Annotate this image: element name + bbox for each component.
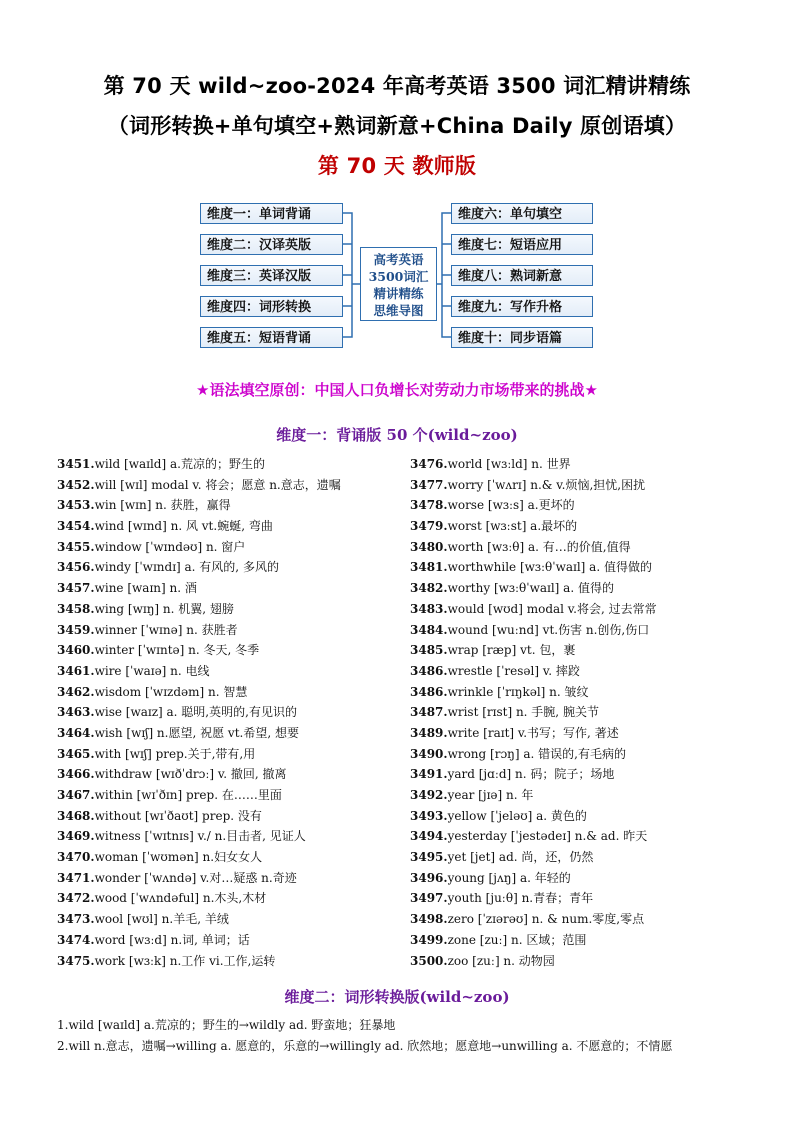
vocab-entry-text: window [ˈwɪndəʊ] n. 窗户 <box>94 539 246 554</box>
vocab-entry-number: 3460. <box>57 643 95 658</box>
vocab-entry-number: 3496. <box>410 870 448 885</box>
vocab-entry-number: 3462. <box>57 684 95 699</box>
vocab-entry <box>410 930 750 951</box>
vocab-entry <box>57 557 397 578</box>
vocab-entry-number: 3500. <box>410 953 448 968</box>
vocab-entry <box>410 826 750 847</box>
vocab-entry-text: worry [ˈwʌrɪ] n.& v.烦恼,担忧,困扰 <box>447 477 646 492</box>
mindmap-node-dim9: 维度九：写作升格 <box>451 296 593 317</box>
vocab-entry-number: 3470. <box>57 850 95 865</box>
vocab-entry-text: wrist [rɪst] n. 手腕, 腕关节 <box>447 705 599 720</box>
vocab-entry-text: wise [waɪz] a. 聪明,英明的,有见识的 <box>94 705 297 720</box>
vocab-entry-number: 3492. <box>410 788 448 802</box>
vocab-entry-text: wrap [ræp] vt. 包，裹 <box>447 643 576 658</box>
vocab-entry <box>410 909 750 930</box>
vocab-entry <box>57 930 397 951</box>
vocab-entry <box>410 557 750 578</box>
vocab-entry-text: write [raɪt] v.书写；写作, 著述 <box>447 725 619 740</box>
vocab-entry-number: 3465. <box>57 746 95 761</box>
vocab-entry <box>410 516 750 537</box>
vocab-entry <box>57 888 397 909</box>
vocab-entry <box>57 951 397 972</box>
word-list-right <box>410 454 750 971</box>
vocab-entry-text: wrinkle [ˈrɪŋkəl] n. 皱纹 <box>447 684 589 699</box>
vocab-entry <box>410 744 750 765</box>
vocab-entry <box>410 620 750 641</box>
vocab-entry <box>410 888 750 909</box>
mindmap-node-dim10: 维度十：同步语篇 <box>451 327 593 348</box>
vocab-entry-number: 3499. <box>410 932 448 947</box>
vocab-entry-number: 3455. <box>57 539 95 554</box>
vocab-entry <box>57 537 397 558</box>
vocab-entry <box>410 702 750 723</box>
vocab-entry-text: worthwhile [wɜːθˈwaɪl] a. 值得做的 <box>447 560 652 575</box>
vocab-entry-number: 3480. <box>410 539 448 554</box>
vocab-entry-number: 3459. <box>57 622 95 637</box>
vocab-entry-number: 3464. <box>57 725 95 740</box>
vocab-entry-number: 3487. <box>410 705 448 720</box>
vocab-entry <box>57 454 397 475</box>
vocab-entry-number: 3491. <box>410 767 448 782</box>
vocab-entry <box>410 785 750 806</box>
vocab-entry <box>410 537 750 558</box>
vocab-entry-text: witness [ˈwɪtnɪs] v./ n.目击者, 见证人 <box>94 829 306 844</box>
vocab-entry-number: 3494. <box>410 829 448 844</box>
vocab-entry <box>410 454 750 475</box>
vocab-entry <box>57 475 397 496</box>
vocab-entry-text: wind [wɪnd] n. 风 vt.蜿蜒, 弯曲 <box>94 519 273 534</box>
vocab-entry-number: 3452. <box>57 477 95 492</box>
vocab-entry <box>410 951 750 972</box>
vocab-entry-number: 3468. <box>57 808 95 823</box>
vocab-entry-text: zero [ˈzɪərəʊ] n. & num.零度,零点 <box>447 912 645 927</box>
vocab-entry-text: with [wɪʃ] prep.关于,带有,用 <box>94 746 256 761</box>
mindmap-node-dim7: 维度七：短语应用 <box>451 234 593 255</box>
vocab-entry-text: wood [ˈwʌndəful] n.木头,木材 <box>94 891 267 906</box>
vocab-entry-text: zoo [zuː] n. 动物园 <box>447 953 555 968</box>
teacher-edition-title: 第 70 天 教师版 <box>317 154 477 178</box>
vocab-entry-number: 3469. <box>57 829 95 844</box>
mindmap-node-dim5: 维度五：短语背诵 <box>200 327 343 348</box>
vocab-entry-text: wish [wɪʃ] n.愿望, 祝愿 vt.希望, 想要 <box>94 725 299 740</box>
mindmap-center-node <box>360 247 437 321</box>
mindmap-node-dim8: 维度八：熟词新意 <box>451 265 593 286</box>
vocab-entry-number: 3486. <box>410 684 448 699</box>
vocab-entry <box>410 764 750 785</box>
word-list-left <box>57 454 397 971</box>
vocab-entry-text: world [wɜːld] n. 世界 <box>447 457 571 471</box>
vocab-entry-text: would [wʊd] modal v.将会, 过去常常 <box>447 601 657 616</box>
vocab-entry-number: 3467. <box>57 788 95 802</box>
vocab-entry <box>57 764 397 785</box>
vocab-entry-text: year [jɪə] n. 年 <box>447 788 534 802</box>
vocab-entry <box>410 640 750 661</box>
vocab-entry-number: 3474. <box>57 932 95 947</box>
vocab-entry <box>410 868 750 889</box>
vocab-entry-text: without [wɪˈðaʊt] prep. 没有 <box>94 808 262 823</box>
vocab-entry-number: 3481. <box>410 560 448 575</box>
vocab-entry-number: 3477. <box>410 477 448 492</box>
vocab-entry-number: 3483. <box>410 601 448 616</box>
vocab-entry-text: wool [wʊl] n.羊毛, 羊绒 <box>94 912 229 927</box>
vocab-entry <box>57 661 397 682</box>
mindmap-node-dim2: 维度二：汉译英版 <box>200 234 343 255</box>
vocab-entry <box>57 868 397 889</box>
vocab-entry <box>57 826 397 847</box>
vocab-entry <box>410 806 750 827</box>
grammar-fill-banner: ★语法填空原创：中国人口负增长对劳动力市场带来的挑战★ <box>196 381 598 399</box>
vocab-entry-text: worth [wɜːθ] a. 有…的价值,值得 <box>447 539 631 554</box>
vocab-entry-number: 3482. <box>410 581 448 596</box>
section1-heading: 维度一：背诵版 50 个(wild~zoo) <box>276 426 518 444</box>
vocab-entry <box>57 640 397 661</box>
mindmap-node-dim6: 维度六：单句填空 <box>451 203 593 224</box>
vocab-entry <box>57 806 397 827</box>
vocab-entry-number: 3497. <box>410 891 448 906</box>
vocab-entry-number: 3451. <box>57 457 95 471</box>
vocab-entry-text: wisdom [ˈwɪzdəm] n. 智慧 <box>94 684 248 699</box>
vocab-entry-number: 3489. <box>410 725 448 740</box>
vocab-entry-text: wing [wɪŋ] n. 机翼, 翅膀 <box>94 601 234 616</box>
vocab-entry-text: winner [ˈwɪnə] n. 获胜者 <box>94 622 238 637</box>
vocab-entry-number: 3476. <box>410 457 448 471</box>
vocab-entry-number: 3453. <box>57 498 95 513</box>
vocab-entry-text: winter [ˈwɪntə] n. 冬天, 冬季 <box>94 643 260 658</box>
vocab-entry-number: 3471. <box>57 870 95 885</box>
vocab-entry-text: wrestle [ˈresəl] v. 摔跤 <box>447 663 580 678</box>
vocab-entry <box>57 516 397 537</box>
vocab-entry-number: 3478. <box>410 498 448 513</box>
mindmap-node-dim3: 维度三：英译汉版 <box>200 265 343 286</box>
vocab-entry-text: yard [jɑːd] n. 码；院子；场地 <box>447 767 615 782</box>
vocab-entry <box>410 682 750 703</box>
vocab-entry <box>57 599 397 620</box>
vocab-entry-text: zone [zuː] n. 区域；范围 <box>447 932 587 947</box>
vocab-entry-number: 3493. <box>410 808 448 823</box>
vocab-entry-text: within [wɪˈðɪn] prep. 在……里面 <box>94 788 282 802</box>
vocab-entry-number: 3456. <box>57 560 95 575</box>
vocab-entry-text: will [wɪl] modal v. 将会；愿意 n.意志，遗嘱 <box>94 477 341 492</box>
vocab-entry <box>410 475 750 496</box>
vocab-entry-number: 3457. <box>57 581 95 596</box>
document-title: 第 70 天 wild~zoo-2024 年高考英语 3500 词汇精讲精练 <box>103 74 691 98</box>
vocab-entry <box>410 599 750 620</box>
vocab-entry <box>410 578 750 599</box>
vocab-entry-text: wine [waɪn] n. 酒 <box>94 581 197 596</box>
vocab-entry <box>410 847 750 868</box>
mindmap-center-line: 精讲精练 <box>373 286 424 301</box>
vocab-entry-text: withdraw [wɪðˈdrɔː] v. 撤回, 撤离 <box>94 767 287 782</box>
vocab-entry-number: 3484. <box>410 622 448 637</box>
vocab-entry <box>57 785 397 806</box>
vocab-entry <box>57 578 397 599</box>
vocab-entry-number: 3454. <box>57 519 95 534</box>
vocab-entry-text: yet [jet] ad. 尚，还，仍然 <box>447 850 594 865</box>
vocab-entry-text: young [jʌŋ] a. 年轻的 <box>447 870 571 885</box>
vocab-entry-number: 3490. <box>410 746 448 761</box>
vocab-entry-text: work [wɜːk] n.工作 vi.工作,运转 <box>94 953 276 968</box>
vocab-entry <box>410 723 750 744</box>
vocab-entry <box>410 661 750 682</box>
vocab-entry-text: windy [ˈwɪndɪ] a. 有风的, 多风的 <box>94 560 279 575</box>
vocab-entry-text: youth [juːθ] n.青春；青年 <box>447 891 594 906</box>
vocab-entry <box>57 909 397 930</box>
vocab-entry <box>57 744 397 765</box>
transform-item: 1.wild [waɪld] a.荒凉的；野生的→wildly ad. 野蛮地；狂暴地 <box>57 1018 396 1032</box>
mindmap-center-line: 高考英语 <box>373 252 424 267</box>
vocab-entry-text: woman [ˈwʊmən] n.妇女女人 <box>94 850 263 865</box>
vocab-entry-number: 3498. <box>410 912 448 927</box>
vocab-entry <box>57 723 397 744</box>
vocab-entry-text: yellow [ˈjeləʊ] a. 黄色的 <box>447 808 587 823</box>
vocab-entry-number: 3485. <box>410 643 448 658</box>
vocab-entry-text: worst [wɜːst] a.最坏的 <box>447 519 578 534</box>
vocab-entry-text: win [wɪn] n. 获胜，赢得 <box>94 498 231 513</box>
vocab-entry-number: 3475. <box>57 953 95 968</box>
vocab-entry-number: 3495. <box>410 850 448 865</box>
vocab-entry <box>410 495 750 516</box>
vocab-entry-number: 3463. <box>57 705 95 720</box>
vocab-entry-text: word [wɜːd] n.词, 单词；话 <box>94 932 250 947</box>
vocab-entry-text: wrong [rɔŋ] a. 错误的,有毛病的 <box>447 746 626 761</box>
mindmap-center-line: 思维导图 <box>373 303 424 318</box>
vocab-entry-text: wonder [ˈwʌndə] v.对…疑惑 n.奇迹 <box>94 870 297 885</box>
section2-heading: 维度二：词形转换版(wild~zoo) <box>284 988 510 1006</box>
vocab-entry-text: worthy [wɜːθˈwaɪl] a. 值得的 <box>447 581 614 596</box>
vocab-entry-text: wire [ˈwaɪə] n. 电线 <box>94 663 210 678</box>
mindmap-node-dim4: 维度四：词形转换 <box>200 296 343 317</box>
document-subtitle: （词形转换+单句填空+熟词新意+China Daily 原创语填） <box>107 114 687 138</box>
vocab-entry-text: yesterday [ˈjestədeɪ] n.& ad. 昨天 <box>447 829 648 844</box>
vocab-entry-text: wound [wuːnd] vt.伤害 n.创伤,伤口 <box>447 622 650 637</box>
vocab-entry-number: 3479. <box>410 519 448 534</box>
vocab-entry <box>57 682 397 703</box>
vocab-entry <box>57 847 397 868</box>
mindmap-node-dim1: 维度一：单词背诵 <box>200 203 343 224</box>
vocab-entry-number: 3458. <box>57 601 95 616</box>
vocab-entry-number: 3472. <box>57 891 95 906</box>
transform-item: 2.will n.意志，遗嘱→willing a. 愿意的，乐意的→willingly ad. 欣然地；愿意地→unwilling a. 不愿意的；不情愿 <box>57 1039 673 1053</box>
vocab-entry-number: 3486. <box>410 663 448 678</box>
vocab-entry-text: wild [waɪld] a.荒凉的；野生的 <box>94 457 265 471</box>
vocab-entry-number: 3466. <box>57 767 95 782</box>
vocab-entry-number: 3473. <box>57 912 95 927</box>
vocab-entry-number: 3461. <box>57 663 95 678</box>
mindmap-center-line: 3500词汇 <box>368 269 429 284</box>
vocab-entry <box>57 620 397 641</box>
vocab-entry <box>57 702 397 723</box>
vocab-entry <box>57 495 397 516</box>
vocab-entry-text: worse [wɜːs] a.更坏的 <box>447 498 575 513</box>
